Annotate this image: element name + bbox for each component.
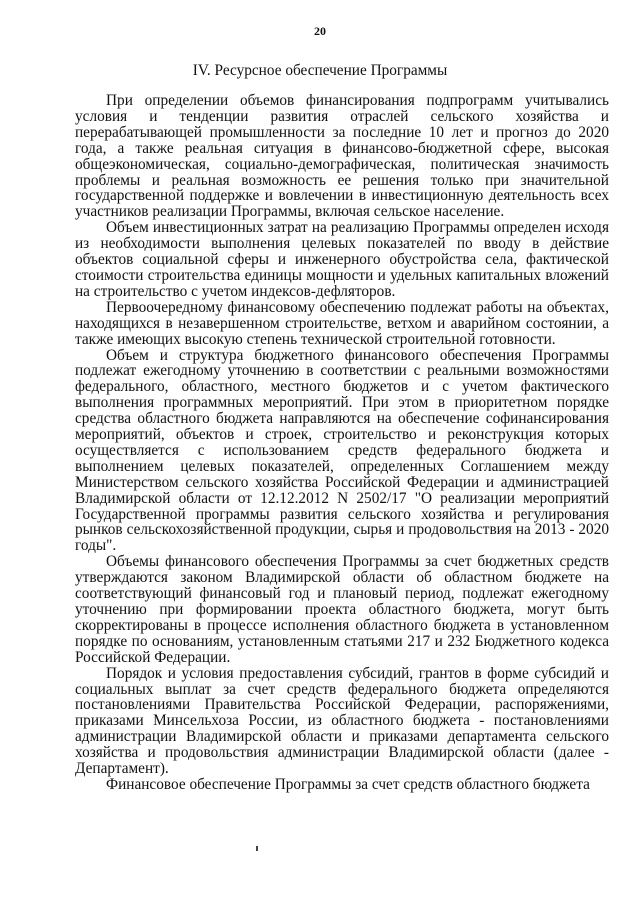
section-heading: IV. Ресурсное обеспечение Программы — [192, 62, 448, 79]
paragraph-5: Объемы финансового обеспечения Программы за счет бюджетных средств утверждаются законом Владимирской области об областном бюджете на соответствующий финансовый год и плановый период, подлежат ежегодному уточнению при формировании проекта областного бюджета, могут быть скорректированы в процессе исполнения областного бюджета в установленном порядке по основаниям, установленным статьями 217 и 232 Бюджетного кодекса Российской Федерации. — [75, 553, 609, 666]
paragraph-7: Финансовое обеспечение Программы за счет средств областного бюджета — [106, 775, 590, 793]
scan-mark — [256, 846, 258, 851]
paragraph-1: При определении объемов финансирования подпрограмм учитывались условия и тенденции развития отраслей сельского хозяйства и перерабатывающей промышленности за последние 10 лет и прогноз до 2020 года, а также реальная ситуация в финансово-бюджетной сфере, высокая общеэкономическая, социально-демографическая, политическая значимость проблемы и реальная возможность ее решения только при значительной государственной поддержке и вовлечении в инвестиционную деятельность всех участников реализации Программы, включая сельское население. — [75, 92, 609, 221]
page-number: 20 — [314, 24, 326, 38]
paragraph-6: Порядок и условия предоставления субсидий, грантов в форме субсидий и социальных выплат за счет средств федерального бюджета определяются постановлениями Правительства Российской Федерации, распоряжениями, приказами Минсельхоза России, из областного бюджета - постановлениями администрации Владимирской области и приказами департамента сельского хозяйства и продовольствия администрации Владимирской области (далее - Департамент). — [75, 664, 609, 778]
paragraph-3: Первоочередному финансовому обеспечению подлежат работы на объектах, находящихся в незавершенном строительстве, ветхом и аварийном состоянии, а также имеющих высокую степень технической строительной готовности. — [75, 298, 609, 348]
body-text — [75, 93, 609, 793]
paragraph-4: Объем и структура бюджетного финансового обеспечения Программы подлежат ежегодному уточнению в соответствии с реальными возможностями федерального, областного, местного бюджетов и с учетом фактического выполнения программных мероприятий. При этом в приоритетном порядке средства областного бюджета направляются на обеспечение софинансирования мероприятий, объектов и строек, строительство и реконструкция которых осуществляется с использованием средств федерального бюджета и выполнением целевых показателей, определенных Соглашением между Министерством сельского хозяйства Российской Федерации и администрацией Владимирской области от 12.12.2012 N 2502/17 "О реализации мероприятий Государственной программы развития сельского хозяйства и регулирования рынков сельскохозяйственной продукции, сырья и продовольствия на 2013 - 2020 годы". — [75, 346, 609, 555]
paragraph-2: Объем инвестиционных затрат на реализацию Программы определен исходя из необходимости выполнения целевых показателей по вводу в действие объектов социальной сферы и инженерного обустройства села, фактической стоимости строительства единицы мощности и удельных капитальных вложений на строительство с учетом индексов-дефляторов. — [75, 219, 609, 300]
